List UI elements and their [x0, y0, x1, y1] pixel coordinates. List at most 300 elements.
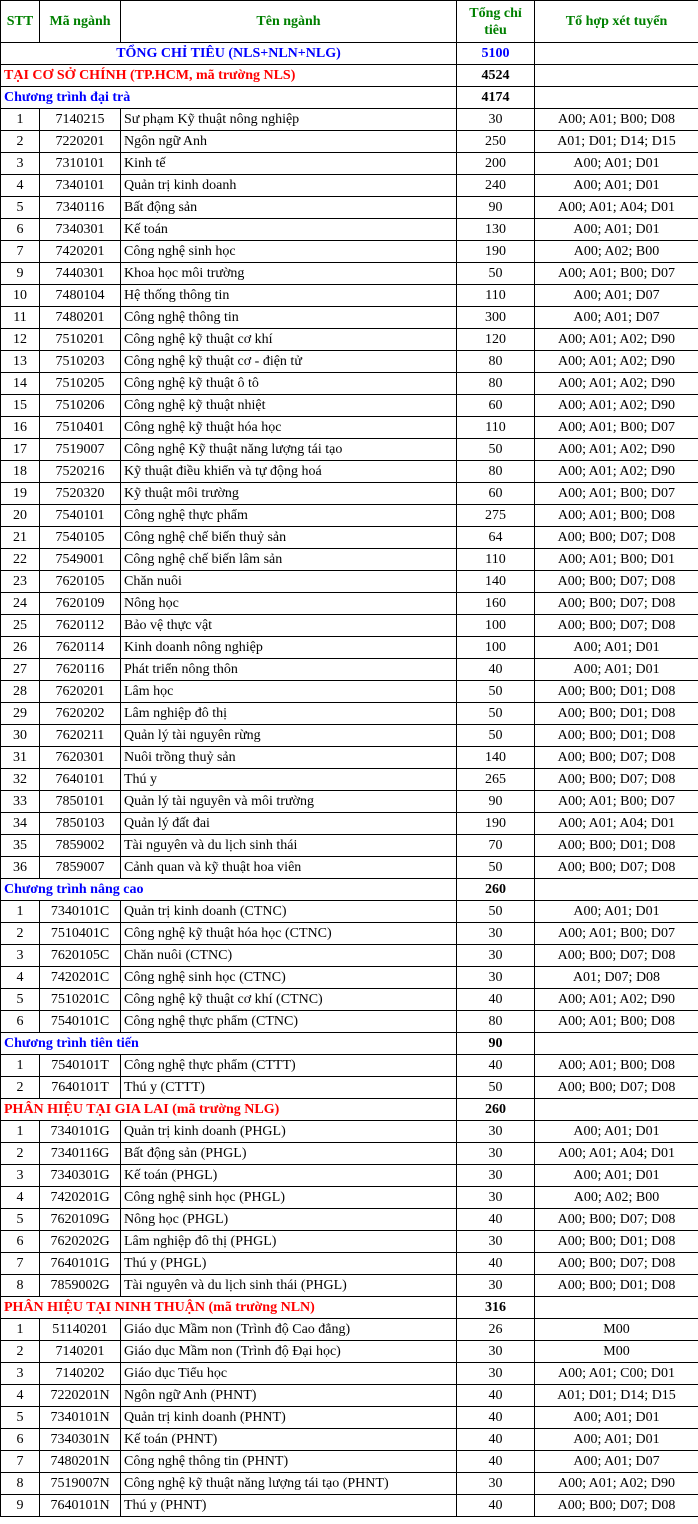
program-row	[1, 879, 698, 901]
row-subject-combination: A00; B00; D07; D08	[535, 1253, 698, 1275]
program-empty-cell	[535, 87, 698, 109]
row-major-name: Quản lý tài nguyên và môi trường	[121, 791, 457, 813]
row-major-name: Kinh tế	[121, 153, 457, 175]
table-row	[1, 1341, 698, 1363]
row-subject-combination: A00; A01; B00; D07	[535, 263, 698, 285]
row-quota: 30	[457, 1363, 535, 1385]
row-major-code: 7510401C	[40, 923, 121, 945]
row-subject-combination: A00; B00; D07; D08	[535, 857, 698, 879]
row-quota: 30	[457, 1143, 535, 1165]
row-stt: 5	[1, 989, 40, 1011]
row-major-name: Công nghệ kỹ thuật nhiệt	[121, 395, 457, 417]
campus-title: PHÂN HIỆU TẠI NINH THUẬN (mã trường NLN)	[1, 1297, 457, 1319]
row-stt: 3	[1, 945, 40, 967]
row-quota: 240	[457, 175, 535, 197]
row-stt: 8	[1, 1473, 40, 1495]
row-stt: 6	[1, 1429, 40, 1451]
row-quota: 120	[457, 329, 535, 351]
table-row	[1, 1143, 698, 1165]
row-quota: 40	[457, 989, 535, 1011]
row-stt: 4	[1, 1385, 40, 1407]
row-major-name: Công nghệ thông tin (PHNT)	[121, 1451, 457, 1473]
row-major-code: 7640101N	[40, 1495, 121, 1517]
table-row	[1, 483, 698, 505]
row-major-code: 7480201	[40, 307, 121, 329]
row-subject-combination: A00; A01; D01	[535, 637, 698, 659]
row-subject-combination: A00; B00; D07; D08	[535, 593, 698, 615]
row-major-code: 7340301G	[40, 1165, 121, 1187]
row-quota: 50	[457, 263, 535, 285]
row-stt: 1	[1, 1055, 40, 1077]
row-major-code: 7510201C	[40, 989, 121, 1011]
table-row	[1, 571, 698, 593]
row-subject-combination: A00; B00; D07; D08	[535, 769, 698, 791]
row-quota: 80	[457, 461, 535, 483]
row-quota: 40	[457, 1055, 535, 1077]
row-subject-combination: A00; A01; B00; D08	[535, 505, 698, 527]
row-major-name: Quản trị kinh doanh (PHNT)	[121, 1407, 457, 1429]
row-major-code: 7340101C	[40, 901, 121, 923]
table-row	[1, 1407, 698, 1429]
row-quota: 30	[457, 1341, 535, 1363]
table-row	[1, 813, 698, 835]
table-row	[1, 131, 698, 153]
row-major-code: 7310101	[40, 153, 121, 175]
row-major-name: Công nghệ kỹ thuật ô tô	[121, 373, 457, 395]
row-stt: 7	[1, 1253, 40, 1275]
row-major-code: 7640101	[40, 769, 121, 791]
row-major-code: 7420201C	[40, 967, 121, 989]
row-subject-combination: A00; B00; D01; D08	[535, 703, 698, 725]
row-major-name: Công nghệ sinh học (PHGL)	[121, 1187, 457, 1209]
row-stt: 23	[1, 571, 40, 593]
row-quota: 30	[457, 1231, 535, 1253]
row-quota: 200	[457, 153, 535, 175]
row-major-code: 7340116G	[40, 1143, 121, 1165]
row-major-code: 7520320	[40, 483, 121, 505]
row-quota: 30	[457, 1165, 535, 1187]
row-stt: 6	[1, 1231, 40, 1253]
program-title: Chương trình nâng cao	[1, 879, 457, 901]
campus-title: TẠI CƠ SỞ CHÍNH (TP.HCM, mã trường NLS)	[1, 65, 457, 87]
row-quota: 30	[457, 1275, 535, 1297]
row-major-code: 7519007N	[40, 1473, 121, 1495]
row-subject-combination: A00; A01; D01	[535, 659, 698, 681]
row-major-code: 7620211	[40, 725, 121, 747]
row-subject-combination: A00; A01; D07	[535, 307, 698, 329]
row-quota: 100	[457, 637, 535, 659]
row-subject-combination: A01; D01; D14; D15	[535, 131, 698, 153]
table-row	[1, 1429, 698, 1451]
row-major-name: Nông học	[121, 593, 457, 615]
row-major-code: 7850103	[40, 813, 121, 835]
row-stt: 7	[1, 241, 40, 263]
row-subject-combination: A00; B00; D01; D08	[535, 835, 698, 857]
table-row	[1, 307, 698, 329]
row-major-code: 7620112	[40, 615, 121, 637]
row-quota: 110	[457, 285, 535, 307]
table-row	[1, 263, 698, 285]
row-major-name: Lâm nghiệp đô thị	[121, 703, 457, 725]
row-major-name: Công nghệ thực phẩm	[121, 505, 457, 527]
row-quota: 250	[457, 131, 535, 153]
campus-title: PHÂN HIỆU TẠI GIA LAI (mã trường NLG)	[1, 1099, 457, 1121]
row-stt: 1	[1, 109, 40, 131]
row-major-name: Lâm học	[121, 681, 457, 703]
row-major-name: Công nghệ kỹ thuật năng lượng tái tạo (PHNT)	[121, 1473, 457, 1495]
row-stt: 32	[1, 769, 40, 791]
row-major-name: Cảnh quan và kỹ thuật hoa viên	[121, 857, 457, 879]
row-quota: 30	[457, 1187, 535, 1209]
row-quota: 140	[457, 571, 535, 593]
row-subject-combination: A00; B00; D01; D08	[535, 1275, 698, 1297]
row-quota: 90	[457, 791, 535, 813]
row-quota: 40	[457, 1429, 535, 1451]
row-stt: 16	[1, 417, 40, 439]
row-stt: 11	[1, 307, 40, 329]
row-stt: 4	[1, 175, 40, 197]
row-major-code: 7340101G	[40, 1121, 121, 1143]
table-row	[1, 725, 698, 747]
row-major-name: Phát triển nông thôn	[121, 659, 457, 681]
table-row	[1, 1363, 698, 1385]
table-row	[1, 549, 698, 571]
row-quota: 80	[457, 373, 535, 395]
table-row	[1, 219, 698, 241]
table-row	[1, 197, 698, 219]
row-major-name: Bảo vệ thực vật	[121, 615, 457, 637]
row-major-name: Công nghệ kỹ thuật cơ khí	[121, 329, 457, 351]
row-subject-combination: A00; A01; A02; D90	[535, 439, 698, 461]
program-empty-cell	[535, 879, 698, 901]
row-stt: 2	[1, 131, 40, 153]
table-header-row	[1, 1, 698, 43]
table-row	[1, 835, 698, 857]
table-row	[1, 857, 698, 879]
row-quota: 40	[457, 659, 535, 681]
row-quota: 30	[457, 1473, 535, 1495]
row-quota: 50	[457, 725, 535, 747]
row-major-code: 7620109	[40, 593, 121, 615]
row-major-code: 7420201	[40, 241, 121, 263]
row-major-code: 7340101	[40, 175, 121, 197]
row-subject-combination: A00; A01; D01	[535, 219, 698, 241]
row-major-code: 7340301N	[40, 1429, 121, 1451]
table-row	[1, 285, 698, 307]
row-major-code: 7480104	[40, 285, 121, 307]
row-subject-combination: A01; D07; D08	[535, 967, 698, 989]
table-row	[1, 1077, 698, 1099]
row-quota: 50	[457, 1077, 535, 1099]
row-quota: 130	[457, 219, 535, 241]
row-major-code: 7620202G	[40, 1231, 121, 1253]
row-major-code: 7540101T	[40, 1055, 121, 1077]
row-major-name: Kế toán (PHNT)	[121, 1429, 457, 1451]
row-major-name: Hệ thống thông tin	[121, 285, 457, 307]
row-subject-combination: A00; A01; D01	[535, 153, 698, 175]
row-subject-combination: A00; A01; B00; D08	[535, 1011, 698, 1033]
row-stt: 1	[1, 1121, 40, 1143]
table-row	[1, 439, 698, 461]
row-major-code: 7510206	[40, 395, 121, 417]
row-subject-combination: A00; A01; D01	[535, 175, 698, 197]
row-quota: 30	[457, 923, 535, 945]
row-major-code: 7220201	[40, 131, 121, 153]
row-quota: 40	[457, 1385, 535, 1407]
header-code: Mã ngành	[40, 1, 121, 43]
row-quota: 275	[457, 505, 535, 527]
table-row	[1, 527, 698, 549]
table-row	[1, 1495, 698, 1517]
row-subject-combination: A00; B00; D07; D08	[535, 615, 698, 637]
row-major-code: 51140201	[40, 1319, 121, 1341]
row-major-name: Sư phạm Kỹ thuật nông nghiệp	[121, 109, 457, 131]
row-major-name: Thú y (PHGL)	[121, 1253, 457, 1275]
row-stt: 4	[1, 967, 40, 989]
row-major-name: Quản lý đất đai	[121, 813, 457, 835]
row-quota: 80	[457, 1011, 535, 1033]
row-quota: 100	[457, 615, 535, 637]
row-stt: 5	[1, 197, 40, 219]
row-quota: 300	[457, 307, 535, 329]
row-major-code: 7549001	[40, 549, 121, 571]
row-major-name: Công nghệ chế biến lâm sản	[121, 549, 457, 571]
row-quota: 50	[457, 857, 535, 879]
row-stt: 5	[1, 1407, 40, 1429]
row-major-name: Giáo dục Tiểu học	[121, 1363, 457, 1385]
row-major-code: 7620105	[40, 571, 121, 593]
row-major-name: Kế toán	[121, 219, 457, 241]
row-quota: 60	[457, 483, 535, 505]
row-stt: 2	[1, 1341, 40, 1363]
table-row	[1, 1275, 698, 1297]
row-stt: 30	[1, 725, 40, 747]
table-row	[1, 329, 698, 351]
row-subject-combination: A00; A01; B00; D08	[535, 1055, 698, 1077]
row-stt: 36	[1, 857, 40, 879]
row-subject-combination: A00; B00; D01; D08	[535, 1231, 698, 1253]
row-stt: 3	[1, 1165, 40, 1187]
row-quota: 160	[457, 593, 535, 615]
row-major-name: Chăn nuôi	[121, 571, 457, 593]
program-title: Chương trình đại trà	[1, 87, 457, 109]
row-stt: 19	[1, 483, 40, 505]
table-row	[1, 109, 698, 131]
row-major-name: Kế toán (PHGL)	[121, 1165, 457, 1187]
row-major-name: Công nghệ kỹ thuật hóa học (CTNC)	[121, 923, 457, 945]
row-major-name: Quản trị kinh doanh (PHGL)	[121, 1121, 457, 1143]
row-major-name: Chăn nuôi (CTNC)	[121, 945, 457, 967]
row-stt: 14	[1, 373, 40, 395]
row-subject-combination: A00; A01; B00; D07	[535, 417, 698, 439]
row-major-code: 7420201G	[40, 1187, 121, 1209]
row-major-code: 7640101G	[40, 1253, 121, 1275]
row-subject-combination: A00; A01; D01	[535, 1429, 698, 1451]
table-row	[1, 1209, 698, 1231]
row-major-code: 7440301	[40, 263, 121, 285]
row-major-code: 7519007	[40, 439, 121, 461]
row-subject-combination: A00; A01; A04; D01	[535, 813, 698, 835]
row-major-name: Công nghệ kỹ thuật cơ khí (CTNC)	[121, 989, 457, 1011]
table-row	[1, 461, 698, 483]
header-quota: Tổng chỉ tiêu	[457, 1, 535, 43]
table-row	[1, 241, 698, 263]
row-major-code: 7859002G	[40, 1275, 121, 1297]
row-stt: 1	[1, 901, 40, 923]
grand-total-label: TỔNG CHỈ TIÊU (NLS+NLN+NLG)	[1, 43, 457, 65]
row-subject-combination: A00; A01; B00; D07	[535, 923, 698, 945]
row-major-code: 7859007	[40, 857, 121, 879]
row-major-name: Thú y	[121, 769, 457, 791]
table-row	[1, 1231, 698, 1253]
row-subject-combination: A00; B00; D07; D08	[535, 571, 698, 593]
table-row	[1, 791, 698, 813]
program-quota: 260	[457, 879, 535, 901]
row-major-code: 7540101C	[40, 1011, 121, 1033]
row-major-name: Công nghệ sinh học (CTNC)	[121, 967, 457, 989]
table-row	[1, 1319, 698, 1341]
row-subject-combination: A00; A01; B00; D01	[535, 549, 698, 571]
row-stt: 13	[1, 351, 40, 373]
row-stt: 28	[1, 681, 40, 703]
table-row	[1, 703, 698, 725]
table-row	[1, 615, 698, 637]
table-row	[1, 1055, 698, 1077]
campus-empty-cell	[535, 1297, 698, 1319]
row-major-name: Quản trị kinh doanh (CTNC)	[121, 901, 457, 923]
row-subject-combination: A00; A01; B00; D07	[535, 483, 698, 505]
row-quota: 50	[457, 439, 535, 461]
row-subject-combination: A00; A02; B00	[535, 241, 698, 263]
table-row	[1, 1187, 698, 1209]
row-subject-combination: A00; A01; A02; D90	[535, 329, 698, 351]
row-major-code: 7510205	[40, 373, 121, 395]
campus-section-row	[1, 1099, 698, 1121]
row-major-name: Công nghệ chế biến thuỷ sản	[121, 527, 457, 549]
campus-quota: 4524	[457, 65, 535, 87]
table-row	[1, 747, 698, 769]
row-major-name: Tài nguyên và du lịch sinh thái (PHGL)	[121, 1275, 457, 1297]
row-major-name: Nông học (PHGL)	[121, 1209, 457, 1231]
row-quota: 40	[457, 1209, 535, 1231]
table-row	[1, 1253, 698, 1275]
row-major-code: 7620109G	[40, 1209, 121, 1231]
table-row	[1, 1473, 698, 1495]
row-major-name: Công nghệ kỹ thuật cơ - điện tử	[121, 351, 457, 373]
header-stt: STT	[1, 1, 40, 43]
row-major-code: 7340116	[40, 197, 121, 219]
row-major-code: 7620301	[40, 747, 121, 769]
table-row	[1, 351, 698, 373]
campus-section-row	[1, 1297, 698, 1319]
row-quota: 26	[457, 1319, 535, 1341]
row-major-code: 7850101	[40, 791, 121, 813]
row-major-code: 7510401	[40, 417, 121, 439]
row-major-code: 7340101N	[40, 1407, 121, 1429]
row-major-name: Thú y (PHNT)	[121, 1495, 457, 1517]
row-major-code: 7859002	[40, 835, 121, 857]
row-major-name: Khoa học môi trường	[121, 263, 457, 285]
table-row	[1, 1011, 698, 1033]
campus-quota: 316	[457, 1297, 535, 1319]
row-quota: 30	[457, 945, 535, 967]
row-major-code: 7540105	[40, 527, 121, 549]
grand-total-empty	[535, 43, 698, 65]
row-major-code: 7220201N	[40, 1385, 121, 1407]
row-major-name: Kinh doanh nông nghiệp	[121, 637, 457, 659]
row-stt: 17	[1, 439, 40, 461]
row-stt: 15	[1, 395, 40, 417]
row-major-code: 7520216	[40, 461, 121, 483]
row-stt: 33	[1, 791, 40, 813]
program-quota: 90	[457, 1033, 535, 1055]
row-stt: 6	[1, 219, 40, 241]
table-body	[1, 43, 698, 1517]
row-major-code: 7540101	[40, 505, 121, 527]
row-major-name: Công nghệ thông tin	[121, 307, 457, 329]
row-subject-combination: A01; D01; D14; D15	[535, 1385, 698, 1407]
row-stt: 10	[1, 285, 40, 307]
table-row	[1, 395, 698, 417]
row-subject-combination: A00; A01; A04; D01	[535, 197, 698, 219]
row-subject-combination: A00; B00; D07; D08	[535, 945, 698, 967]
row-stt: 27	[1, 659, 40, 681]
table-row	[1, 989, 698, 1011]
row-major-code: 7620105C	[40, 945, 121, 967]
table-row	[1, 923, 698, 945]
table-row	[1, 637, 698, 659]
row-stt: 2	[1, 923, 40, 945]
row-subject-combination: A00; B00; D07; D08	[535, 747, 698, 769]
row-subject-combination: A00; B00; D07; D08	[535, 527, 698, 549]
row-subject-combination: A00; B00; D01; D08	[535, 725, 698, 747]
row-quota: 265	[457, 769, 535, 791]
row-quota: 50	[457, 681, 535, 703]
row-subject-combination: A00; A01; C00; D01	[535, 1363, 698, 1385]
row-quota: 50	[457, 703, 535, 725]
table-row	[1, 1165, 698, 1187]
row-major-code: 7620114	[40, 637, 121, 659]
row-subject-combination: A00; A02; B00	[535, 1187, 698, 1209]
row-major-name: Bất động sản (PHGL)	[121, 1143, 457, 1165]
row-quota: 80	[457, 351, 535, 373]
campus-empty-cell	[535, 65, 698, 87]
row-major-name: Kỹ thuật môi trường	[121, 483, 457, 505]
row-quota: 40	[457, 1495, 535, 1517]
row-stt: 35	[1, 835, 40, 857]
row-stt: 21	[1, 527, 40, 549]
row-quota: 190	[457, 241, 535, 263]
row-subject-combination: A00; A01; D07	[535, 285, 698, 307]
row-subject-combination: A00; A01; A02; D90	[535, 351, 698, 373]
program-row	[1, 1033, 698, 1055]
row-major-code: 7340301	[40, 219, 121, 241]
table-row	[1, 175, 698, 197]
row-major-name: Quản lý tài nguyên rừng	[121, 725, 457, 747]
program-row	[1, 87, 698, 109]
campus-empty-cell	[535, 1099, 698, 1121]
row-subject-combination: A00; A01; A02; D90	[535, 1473, 698, 1495]
row-stt: 8	[1, 1275, 40, 1297]
row-major-name: Quản trị kinh doanh	[121, 175, 457, 197]
row-major-name: Công nghệ Kỹ thuật năng lượng tái tạo	[121, 439, 457, 461]
table-row	[1, 967, 698, 989]
table-row	[1, 769, 698, 791]
row-major-code: 7640101T	[40, 1077, 121, 1099]
row-major-code: 7140202	[40, 1363, 121, 1385]
row-subject-combination: A00; B00; D07; D08	[535, 1077, 698, 1099]
row-quota: 70	[457, 835, 535, 857]
